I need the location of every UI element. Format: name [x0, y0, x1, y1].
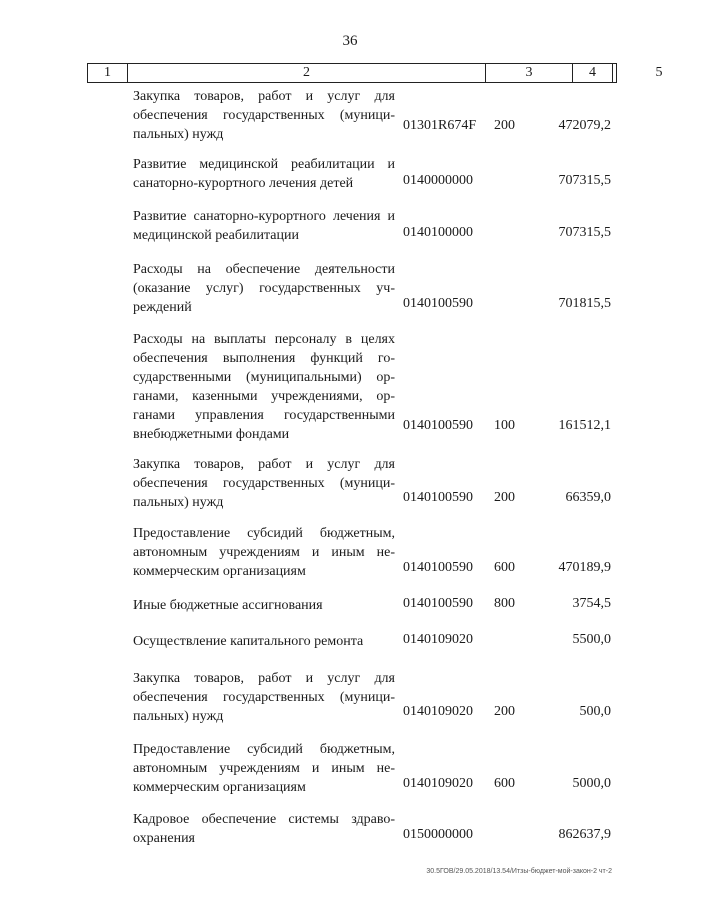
row-type: 600: [494, 776, 515, 791]
row-amount: 161512,1: [558, 418, 611, 433]
row-amount: 862637,9: [558, 827, 611, 842]
row-code: 0140109020: [403, 704, 473, 719]
row-description: Развитие санаторно-курортного лечения и медицинской реабилитации: [133, 209, 395, 243]
row-amount: 5500,0: [572, 632, 611, 647]
row-description: Закупка товаров, работ и услуг для обеспечения государственных (муници-пальных) нужд: [133, 457, 395, 510]
header-col-2: 2: [128, 64, 486, 82]
row-code: 0140100590: [403, 296, 473, 311]
header-col-3: 3: [486, 64, 573, 82]
row-code: 0140000000: [403, 173, 473, 188]
header-col-5: 5: [655, 65, 663, 80]
row-type: 800: [494, 596, 515, 611]
row-description: Расходы на обеспечение деятельности (оказание услуг) государственных уч-реждений: [133, 262, 395, 315]
row-code: 0140100590: [403, 596, 473, 611]
row-type: 100: [494, 418, 515, 433]
row-description: Предоставление субсидий бюджетным, автономным учреждениям и иным не-коммерческим организациям: [133, 742, 395, 795]
row-amount: 707315,5: [558, 173, 611, 188]
row-type: 600: [494, 560, 515, 575]
header-col-1: 1: [88, 64, 128, 82]
row-amount: 500,0: [579, 704, 611, 719]
row-code: 0140109020: [403, 632, 473, 647]
row-code: 0140100000: [403, 225, 473, 240]
row-type: 200: [494, 118, 515, 133]
row-description: Осуществление капитального ремонта: [133, 634, 364, 649]
row-code: 0140109020: [403, 776, 473, 791]
row-code: 0140100590: [403, 418, 473, 433]
row-type: 200: [494, 704, 515, 719]
row-description: Предоставление субсидий бюджетным, автономным учреждениям и иным не-коммерческим организациям: [133, 526, 395, 579]
row-amount: 472079,2: [558, 118, 611, 133]
row-amount: 3754,5: [572, 596, 611, 611]
row-type: 200: [494, 490, 515, 505]
row-code: 0150000000: [403, 827, 473, 842]
row-description: Закупка товаров, работ и услуг для обеспечения государственных (муници-пальных) нужд: [133, 671, 395, 724]
header-col-4: 4: [573, 64, 613, 82]
row-amount: 707315,5: [558, 225, 611, 240]
row-description: Иные бюджетные ассигнования: [133, 598, 323, 613]
row-description: Закупка товаров, работ и услуг для обеспечения государственных (муници-пальных) нужд: [133, 89, 395, 142]
row-description: Расходы на выплаты персоналу в целях обеспечения выполнения функций го-сударственными (муниципальными) ор-ганами, казенными учреждениями, ор-ганами управления государственными внебюджетными фондами: [133, 332, 395, 442]
row-amount: 5000,0: [572, 776, 611, 791]
row-amount: 66359,0: [565, 490, 611, 505]
page-number: 36: [342, 33, 358, 49]
footer-note: 30.5ГОВ/29.05.2018/13.54/Итзы-бюджет-мой-закон-2 чт-2: [426, 868, 612, 875]
row-description: Кадровое обеспечение системы здраво-охранения: [133, 812, 395, 846]
table-header: [87, 63, 663, 83]
row-amount: 701815,5: [558, 296, 611, 311]
row-description: Развитие медицинской реабилитации и санаторно-курортного лечения детей: [133, 157, 395, 191]
row-code: 0140100590: [403, 560, 473, 575]
row-code: 01301R674F: [403, 118, 477, 133]
row-code: 0140100590: [403, 490, 473, 505]
row-amount: 470189,9: [558, 560, 611, 575]
